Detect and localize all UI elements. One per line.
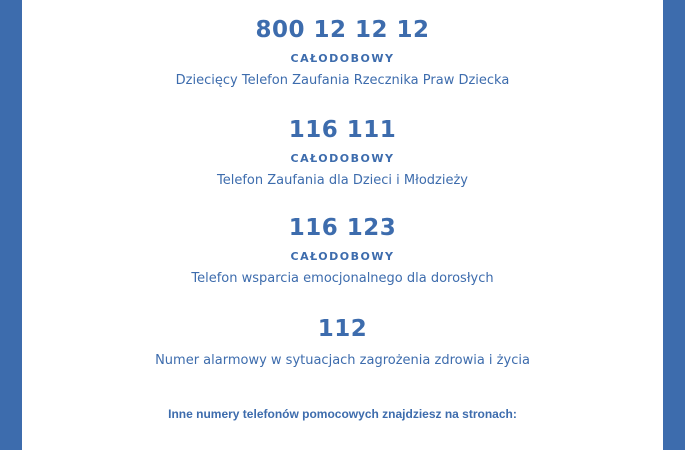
hotline-description: Telefon Zaufania dla Dzieci i Młodzieży bbox=[217, 173, 468, 188]
hotline-entry bbox=[22, 16, 663, 89]
availability-label: CAŁODOBOWY bbox=[290, 250, 395, 263]
hotline-number[interactable]: 116 111 bbox=[288, 117, 397, 143]
other-hotlines-note: Inne numery telefonów pomocowych znajdziesz na stronach: bbox=[168, 407, 517, 421]
hotline-entry bbox=[22, 315, 663, 369]
availability-label: CAŁODOBOWY bbox=[290, 152, 395, 165]
left-border-bar bbox=[0, 0, 22, 450]
hotline-number[interactable]: 800 12 12 12 bbox=[255, 17, 430, 43]
hotline-description: Numer alarmowy w sytuacjach zagrożenia zdrowia i życia bbox=[155, 353, 530, 368]
right-border-bar bbox=[663, 0, 685, 450]
hotline-description: Telefon wsparcia emocjonalnego dla dorosłych bbox=[191, 271, 494, 286]
hotline-list bbox=[22, 0, 663, 450]
hotline-number[interactable]: 116 123 bbox=[288, 215, 397, 241]
hotline-entry bbox=[22, 214, 663, 287]
hotline-entry bbox=[22, 116, 663, 189]
hotline-number[interactable]: 112 bbox=[317, 316, 368, 342]
hotline-description: Dziecięcy Telefon Zaufania Rzecznika Praw Dziecka bbox=[175, 73, 510, 88]
availability-label: CAŁODOBOWY bbox=[290, 52, 395, 65]
